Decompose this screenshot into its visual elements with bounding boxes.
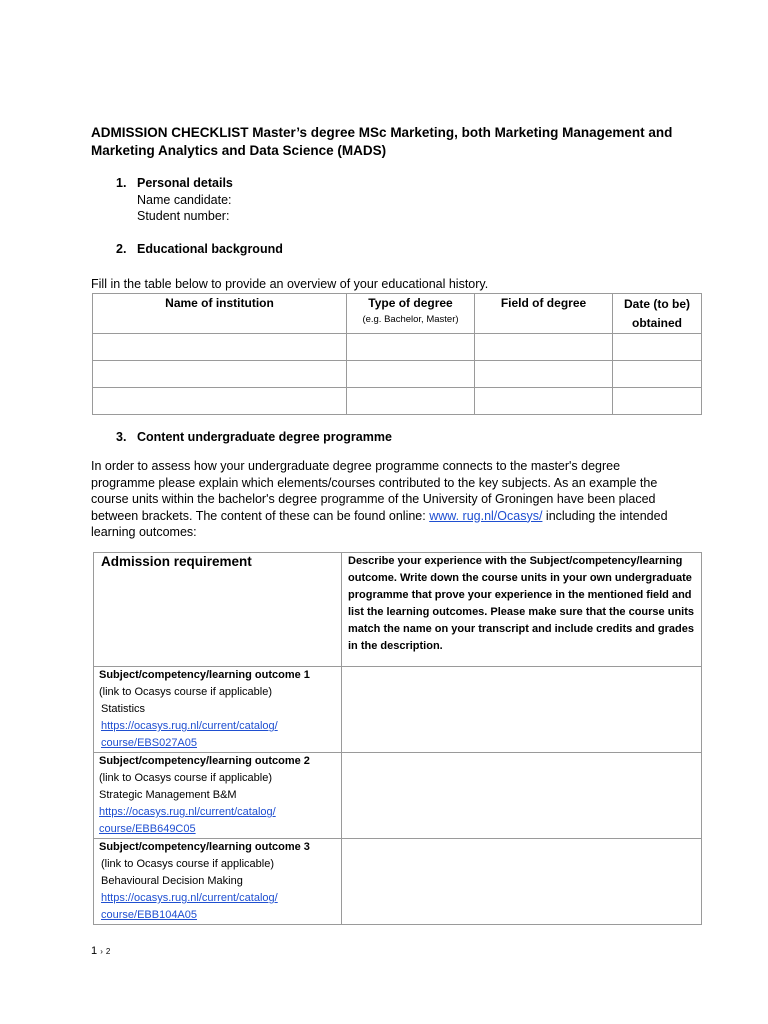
cell-input[interactable] xyxy=(93,334,347,361)
ocasys-link[interactable]: www. rug.nl/Ocasys/ xyxy=(429,508,543,523)
header-field: Field of degree xyxy=(475,294,613,334)
header-type xyxy=(347,294,475,334)
section-1-title: Personal details xyxy=(137,176,233,190)
cell-input[interactable] xyxy=(475,388,613,415)
table-row xyxy=(94,667,702,753)
header-date xyxy=(613,294,702,334)
table-row xyxy=(94,753,702,839)
requirement-cell xyxy=(94,667,342,753)
header-type-sub: (e.g. Bachelor, Master) xyxy=(362,314,459,325)
section-2-number: 2. xyxy=(116,242,127,256)
course-link[interactable]: https://ocasys.rug.nl/current/catalog/ xyxy=(101,892,278,904)
total-pages: 2 xyxy=(105,947,111,956)
education-table xyxy=(92,293,702,415)
requirement-note: (link to Ocasys course if applicable) xyxy=(99,772,273,784)
edu-intro: Fill in the table below to provide an overview of your educational history. xyxy=(91,277,489,291)
cell-input[interactable] xyxy=(347,334,475,361)
current-page: 1 xyxy=(91,945,98,957)
content-intro-text: In order to assess how your undergraduate degree programme connects to the master's degree programme please explain which elements/courses contributed to the key subjects. As an example the course units within the bachelor's degree programme of the University of Groningen have been placed between brackets. The content of these can be found online: xyxy=(91,459,658,523)
cell-input[interactable] xyxy=(613,361,702,388)
requirement-note: (link to Ocasys course if applicable) xyxy=(101,858,275,870)
header-date-label: Date (to be) obtained xyxy=(624,297,690,330)
name-candidate-label: Name candidate: xyxy=(137,193,232,207)
requirement-cell xyxy=(94,839,342,925)
cell-input[interactable] xyxy=(613,334,702,361)
course-link[interactable]: course/EBB104A05 xyxy=(101,909,198,921)
experience-input-cell[interactable] xyxy=(342,667,702,753)
course-link[interactable]: https://ocasys.rug.nl/current/catalog/ xyxy=(99,806,276,818)
section-3-title: Content undergraduate degree programme xyxy=(137,430,392,444)
requirement-cell xyxy=(94,753,342,839)
cell-input[interactable] xyxy=(475,361,613,388)
requirement-title: Subject/competency/learning outcome 1 xyxy=(99,669,310,681)
document-title: ADMISSION CHECKLIST Master’s degree MSc Marketing, both Marketing Management and Marketing Analytics and Data Science (MADS) xyxy=(91,125,673,158)
experience-input-cell[interactable] xyxy=(342,753,702,839)
cell-input[interactable] xyxy=(475,334,613,361)
page-indicator xyxy=(91,945,110,957)
page-separator: › xyxy=(100,947,103,956)
content-intro-paragraph xyxy=(91,458,676,541)
cell-input[interactable] xyxy=(347,361,475,388)
table-row xyxy=(93,334,702,361)
course-name: Behavioural Decision Making xyxy=(101,875,243,887)
header-institution: Name of institution xyxy=(93,294,347,334)
table-row xyxy=(93,361,702,388)
admission-requirements-table xyxy=(93,552,702,925)
course-name: Statistics xyxy=(101,703,146,715)
requirement-title: Subject/competency/learning outcome 3 xyxy=(99,841,310,853)
requirement-title: Subject/competency/learning outcome 2 xyxy=(99,755,310,767)
requirement-note: (link to Ocasys course if applicable) xyxy=(99,686,273,698)
table-row xyxy=(94,839,702,925)
cell-input[interactable] xyxy=(93,361,347,388)
course-link[interactable]: course/EBS027A05 xyxy=(101,737,198,749)
cell-input[interactable] xyxy=(613,388,702,415)
course-name: Strategic Management B&M xyxy=(99,789,237,801)
table-row xyxy=(93,388,702,415)
header-describe-experience: Describe your experience with the Subject/competency/learning outcome. Write down the course units in your own undergraduate programme that prove your experience in the mentioned field and list the learning outcomes. Please make sure that the course units match the name on your transcript and include credits and grades in the description. xyxy=(342,553,702,667)
header-type-label: Type of degree xyxy=(368,296,453,310)
section-1-number: 1. xyxy=(116,176,127,190)
course-link[interactable]: course/EBB649C05 xyxy=(99,823,196,835)
student-number-label: Student number: xyxy=(137,209,230,223)
section-2-title: Educational background xyxy=(137,242,283,256)
section-3-number: 3. xyxy=(116,430,127,444)
content-outro-text: including the intended learning outcomes: xyxy=(91,508,668,539)
experience-input-cell[interactable] xyxy=(342,839,702,925)
header-admission-requirement: Admission requirement xyxy=(94,553,342,667)
course-link[interactable]: https://ocasys.rug.nl/current/catalog/ xyxy=(101,720,278,732)
cell-input[interactable] xyxy=(93,388,347,415)
cell-input[interactable] xyxy=(347,388,475,415)
